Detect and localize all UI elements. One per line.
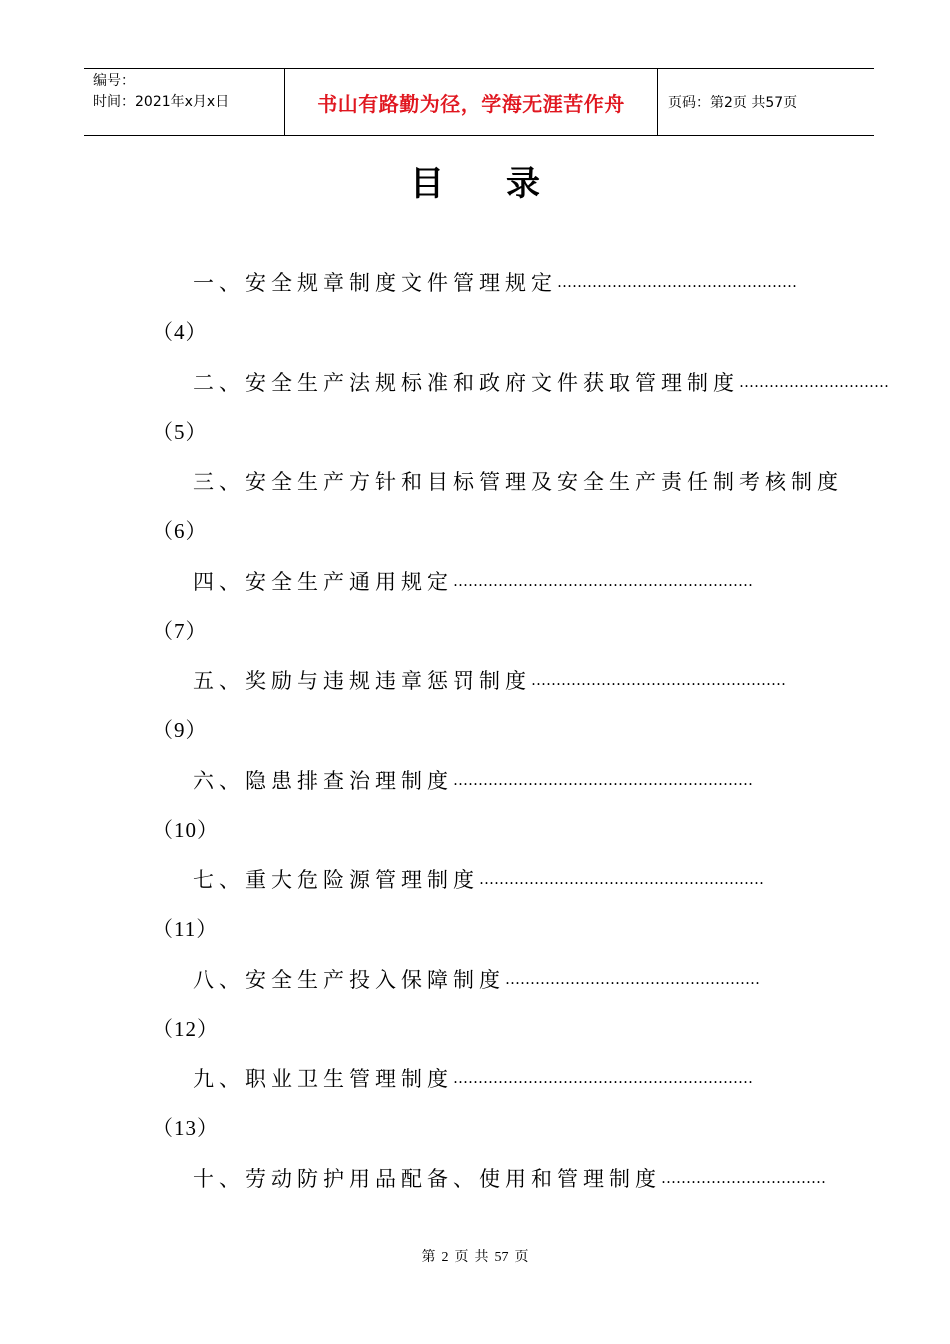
toc-leader: …………………………………………… [531,671,786,689]
toc-entry-title: 四、安全生产通用规定 [193,569,453,594]
toc-entry-title: 二、安全生产法规标准和政府文件获取管理制度 [193,370,739,395]
header-page-cell [658,69,874,135]
footer-page-word: 页 [454,1250,469,1265]
toc-page-number: （12） [152,1016,219,1041]
toc-page-number: （13） [152,1116,219,1140]
toc-page-number: （10） [152,817,219,842]
toc-leader: …………………………………………………… [453,770,753,789]
header-motto-cell [285,69,658,135]
toc-entry[interactable] [0,561,950,661]
footer-total-pages: 57 [494,1250,509,1265]
toc-leader: ………………………………………… [557,273,797,291]
toc-page-number: （7） [152,618,208,643]
document-title: 目录 [410,164,602,204]
toc-leader: …………………………… [661,1168,826,1187]
toc-entry-title: 三、安全生产方针和目标管理及安全生产责任制考核制度 [193,470,843,494]
toc-page-number: （6） [152,519,208,543]
toc-entry-title: 七、重大危险源管理制度 [193,868,479,892]
page-header [84,68,874,136]
toc-entry-title: 十、劳动防护用品配备、使用和管理制度 [193,1166,661,1191]
header-page-label: 页码：第2页 共57页 [668,95,798,111]
toc-leader: …………………………………………………… [453,1069,753,1087]
toc-page-number: （11） [152,917,219,941]
toc-entry[interactable] [0,959,950,1059]
toc-leader: ………………………… [739,372,889,391]
toc-entry-title: 五、奖励与违规违章惩罚制度 [193,669,531,693]
toc-page-number: （4） [152,320,208,344]
footer-current-page: 2 [441,1250,449,1265]
document-time-label: 时间：2021年x月x日 [93,94,230,110]
toc-entry[interactable] [0,1058,950,1158]
toc-entry[interactable] [0,859,950,959]
toc-page-number: （5） [152,419,208,444]
toc-entry-title: 九、职业卫生管理制度 [193,1067,453,1091]
document-number-label: 编号： [93,73,135,89]
toc-leader: ………………………………………………… [479,870,764,888]
toc-entry[interactable] [0,760,950,860]
page-footer [0,1246,950,1266]
header-meta [84,69,285,135]
toc-entry[interactable] [0,362,950,462]
toc-entry[interactable] [0,660,950,760]
header-motto: 书山有路勤为径，学海无涯苦作舟 [317,91,625,116]
toc-entry-title: 八、安全生产投入保障制度 [193,967,505,992]
toc-page-number: （9） [152,718,208,742]
toc-entry[interactable] [0,262,950,362]
footer-suffix: 页 [514,1250,529,1265]
toc-entry-title: 一、安全规章制度文件管理规定 [193,271,557,295]
toc-entry[interactable] [0,1158,950,1218]
toc-entry[interactable] [0,461,950,561]
toc-entry-title: 六、隐患排查治理制度 [193,768,453,793]
table-of-contents [0,262,950,1218]
footer-prefix: 第 [421,1250,436,1265]
toc-leader: …………………………………………… [505,969,760,988]
toc-leader: …………………………………………………… [453,571,753,590]
footer-total-word: 共 [474,1250,489,1265]
